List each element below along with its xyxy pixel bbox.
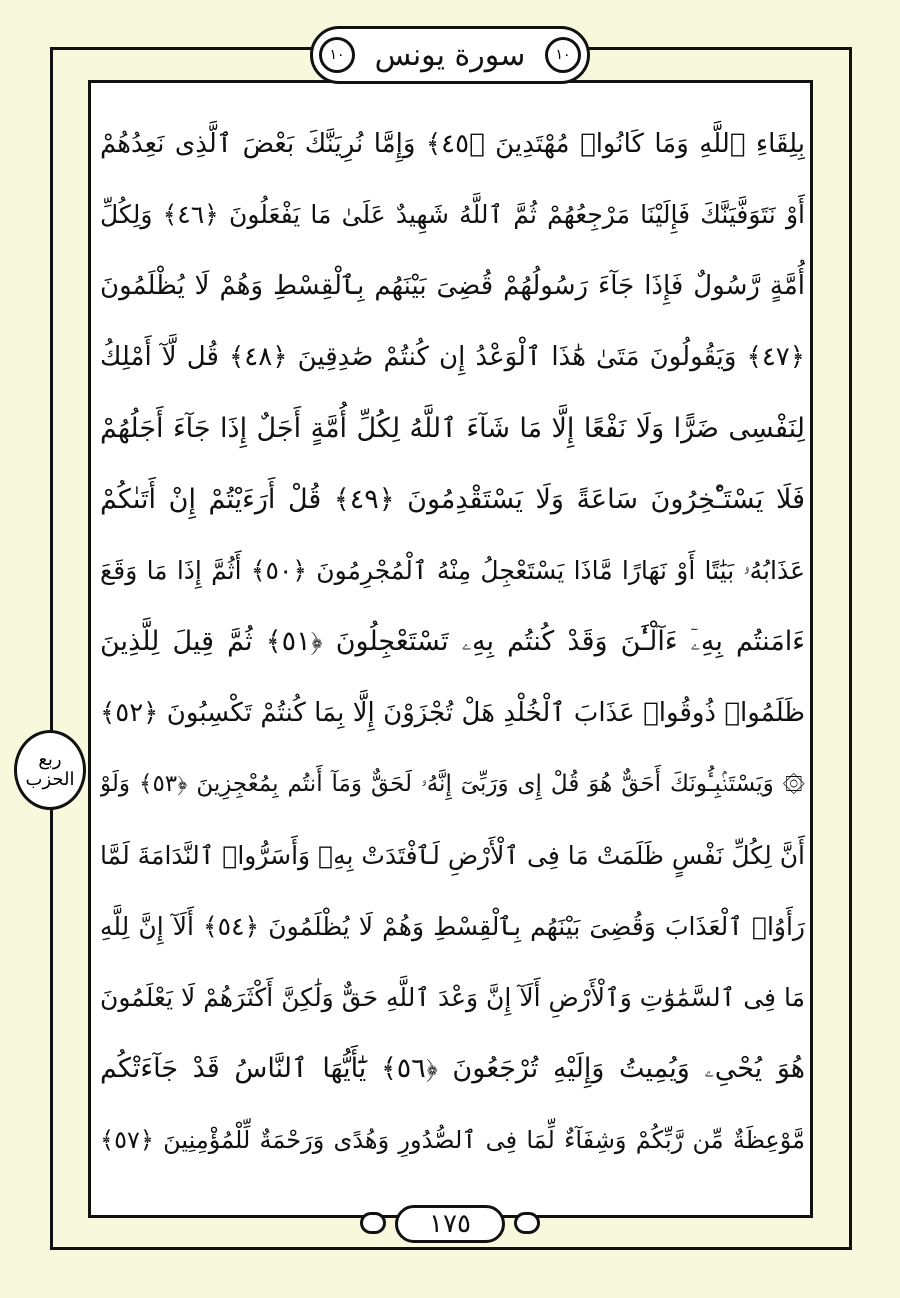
footer-ornament-icon	[360, 1212, 386, 1234]
text-line: ءَامَنتُم بِهِۦٓ ءَآلْـَٰٔنَ وَقَدْ كُنتُم بِهِۦ تَسْتَعْجِلُونَ ﴿٥١﴾ ثُمَّ قِيلَ لِلَّذِينَ	[100, 625, 805, 657]
left-ornament-icon: ١٠	[319, 37, 355, 73]
text-line: هُوَ يُحْىِۦ وَيُمِيتُ وَإِلَيْهِ تُرْجَعُونَ ﴿٥٦﴾ يَٰٓأَيُّهَا ٱلنَّاسُ قَدْ جَآءَتْكُم	[100, 1053, 805, 1085]
right-ornament-icon: ١٠	[545, 37, 581, 73]
text-line: فَلَا يَسْتَـْٔخِرُونَ سَاعَةً وَلَا يَسْتَقْدِمُونَ ﴿٤٩﴾ قُلْ أَرَءَيْتُمْ إِنْ أَتَىٰكُمْ	[100, 484, 805, 516]
quran-text-body	[100, 108, 805, 1176]
text-line: ظَلَمُوا۟ ذُوقُوا۟ عَذَابَ ٱلْخُلْدِ هَلْ تُجْزَوْنَ إِلَّا بِمَا كُنتُمْ تَكْسِبُونَ ﴿٥٢﴾	[100, 698, 805, 729]
text-line: رَأَوُا۟ ٱلْعَذَابَ وَقُضِىَ بَيْنَهُم بِٱلْقِسْطِ وَهُمْ لَا يُظْلَمُونَ ﴿٥٤﴾ أَلَآ إِنَّ لِلَّهِ	[100, 912, 805, 942]
text-line: مَّوْعِظَةٌ مِّن رَّبِّكُمْ وَشِفَآءٌ لِّمَا فِى ٱلصُّدُورِ وَهُدًى وَرَحْمَةٌ لِّلْمُؤْمِنِينَ ﴿٥٧﴾	[100, 1126, 805, 1155]
text-line: عَذَابُهُۥ بَيَٰتًا أَوْ نَهَارًا مَّاذَا يَسْتَعْجِلُ مِنْهُ ٱلْمُجْرِمُونَ ﴿٥٠﴾ أَثُمَّ إِذَا مَا وَقَعَ	[100, 555, 805, 585]
text-line: ﴿٤٧﴾ وَيَقُولُونَ مَتَىٰ هَٰذَا ٱلْوَعْدُ إِن كُنتُمْ صَٰدِقِينَ ﴿٤٨﴾ قُل لَّآ أَمْلِكُ	[100, 342, 805, 373]
quarter-hizb-label: ربع الحزب	[14, 730, 86, 810]
page-number: ١٧٥	[395, 1205, 505, 1243]
surah-title-plate	[310, 26, 590, 84]
footer-ornament-icon	[514, 1212, 540, 1234]
text-line: أُمَّةٍ رَّسُولٌ فَإِذَا جَآءَ رَسُولُهُمْ قُضِىَ بَيْنَهُم بِٱلْقِسْطِ وَهُمْ لَا يُظْلَمُونَ	[100, 270, 805, 301]
text-line: مَا فِى ٱلسَّمَٰوَٰتِ وَٱلْأَرْضِ أَلَآ إِنَّ وَعْدَ ٱللَّهِ حَقٌّ وَلَٰكِنَّ أَكْثَرَهُمْ لَا يَعْلَمُونَ	[100, 983, 805, 1013]
text-line: أَوْ نَتَوَفَّيَنَّكَ فَإِلَيْنَا مَرْجِعُهُمْ ثُمَّ ٱللَّهُ شَهِيدٌ عَلَىٰ مَا يَفْعَلُونَ ﴿٤٦﴾ وَلِكُلِّ	[100, 200, 805, 230]
text-line: أَنَّ لِكُلِّ نَفْسٍ ظَلَمَتْ مَا فِى ٱلْأَرْضِ لَٱفْتَدَتْ بِهِۦ وَأَسَرُّوا۟ ٱلنَّدَامَةَ لَمَّا	[100, 840, 805, 870]
text-line: ۞ وَيَسْتَنۢبِـُٔونَكَ أَحَقٌّ هُوَ قُلْ إِى وَرَبِّىٓ إِنَّهُۥ لَحَقٌّ وَمَآ أَنتُم بِمُعْجِزِينَ ﴿٥٣﴾ وَلَوْ	[100, 771, 805, 798]
text-line: لِنَفْسِى ضَرًّا وَلَا نَفْعًا إِلَّا مَا شَآءَ ٱللَّهُ لِكُلِّ أُمَّةٍ أَجَلٌ إِذَا جَآءَ أَجَلُهُمْ	[100, 412, 805, 444]
text-line: بِلِقَاءِ ٱللَّهِ وَمَا كَانُوا۟ مُهْتَدِينَ ﴿٤٥﴾ وَإِمَّا نُرِيَنَّكَ بَعْضَ ٱلَّذِى نَعِدُهُمْ	[100, 128, 805, 159]
surah-title: سورة يونس	[374, 37, 526, 73]
quarter-hizb-marker	[4, 700, 90, 840]
